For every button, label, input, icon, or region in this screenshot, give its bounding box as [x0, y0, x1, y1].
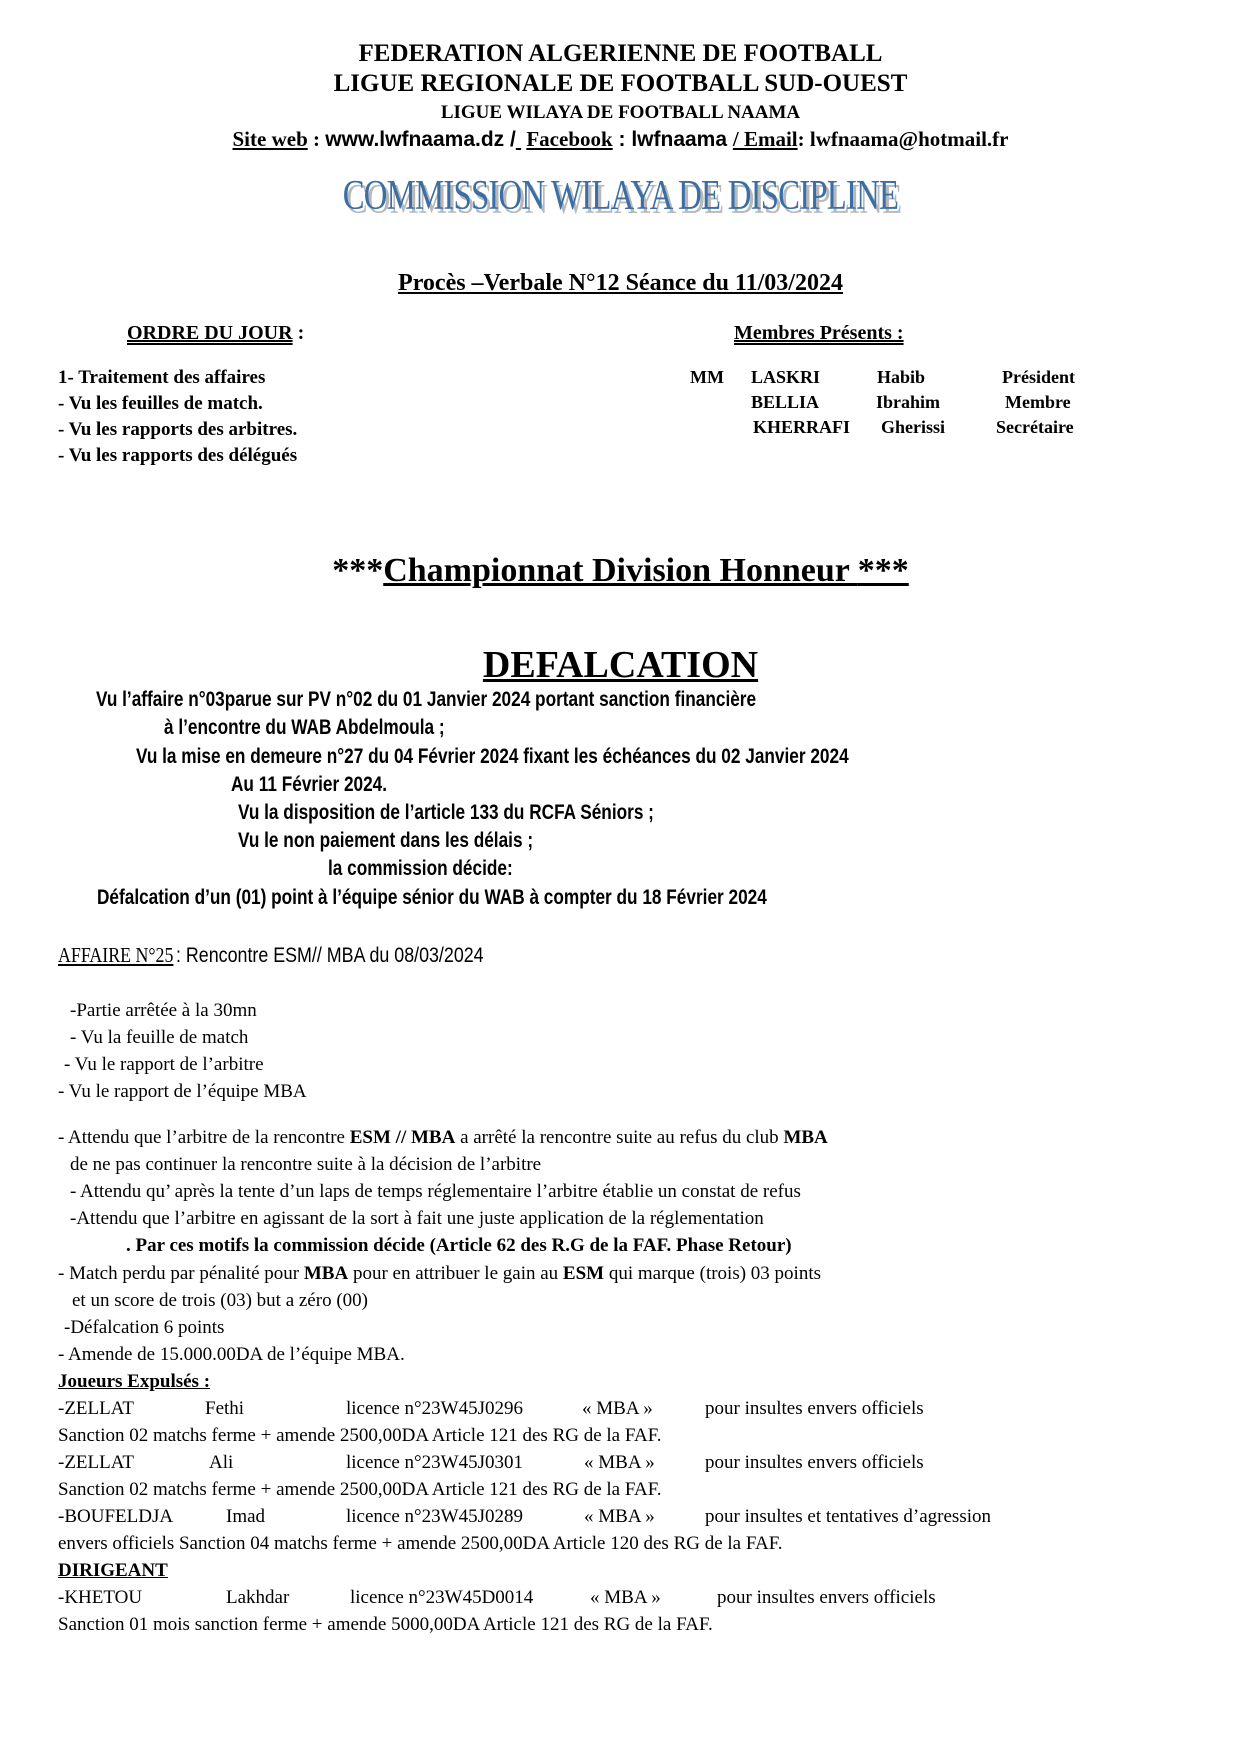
- defalcation-decision-text: Défalcation d’un (01) point à l’équipe sénior du WAB à compter du 18 Février 2024: [97, 886, 767, 909]
- agenda-title: [127, 322, 304, 345]
- affaire-heading: [58, 943, 538, 968]
- defalcation-line-text: Vu le non paiement dans les délais ;: [238, 829, 534, 852]
- consideration: - Vu la feuille de match: [70, 1027, 249, 1048]
- site-web-label: Site web: [232, 127, 308, 151]
- agenda-title-text: ORDRE DU JOUR: [127, 322, 293, 344]
- decision-title: . Par ces motifs la commission décide (Article 62 des R.G de la FAF. Phase Retour): [126, 1235, 792, 1256]
- member-role: Président: [1002, 367, 1075, 387]
- club-name: MBA: [783, 1127, 828, 1148]
- member-last-name: LASKRI: [751, 367, 821, 387]
- commission-title: COMMISSION WILAYA DE DISCIPLINE: [342, 173, 899, 219]
- player-sanction: Sanction 02 matchs ferme + amende 2500,00DA Article 121 des RG de la FAF.: [58, 1479, 662, 1500]
- consideration: - Vu le rapport de l’équipe MBA: [58, 1081, 307, 1102]
- member-first-name: Ibrahim: [876, 392, 941, 412]
- amende-line: - Amende de 15.000.00DA de l’équipe MBA.: [58, 1344, 405, 1365]
- agenda-item: - Vu les feuilles de match.: [58, 393, 263, 414]
- consideration: - Vu le rapport de l’arbitre: [64, 1054, 264, 1075]
- defalcation-line: [238, 829, 598, 853]
- dirigeant-licence: licence n°23W45D0014: [350, 1587, 534, 1608]
- attendu-line: [58, 1124, 828, 1151]
- club-name: MBA: [303, 1263, 349, 1284]
- player-first-name: Fethi: [205, 1398, 245, 1419]
- dirigeant-title-text: DIRIGEANT: [58, 1560, 168, 1581]
- player-licence: licence n°23W45J0301: [346, 1452, 523, 1473]
- affaire-label: AFFAIRE N°25: [58, 943, 174, 967]
- decision-text: qui marque (trois) 03 points: [604, 1263, 821, 1284]
- member-role: Secrétaire: [996, 417, 1074, 437]
- site-sep: :: [307, 127, 326, 151]
- championship-suffix: ***: [857, 552, 909, 589]
- email-label: / Email: [732, 127, 798, 151]
- player-last-name: -ZELLAT: [58, 1398, 134, 1419]
- defalcation-line: [164, 716, 506, 740]
- decision-line-cont: et un score de trois (03) but a zéro (00): [72, 1290, 368, 1311]
- defalcation-line-text: Vu la disposition de l’article 133 du RCFA Séniors ;: [238, 801, 654, 824]
- club-name: ESM: [562, 1263, 605, 1284]
- expelled-title: [58, 1368, 210, 1395]
- member-first-name: Gherissi: [881, 417, 946, 437]
- attendu-line: - Attendu qu’ après la tente d’un laps de temps réglementaire l’arbitre établie un constat de refus: [70, 1181, 801, 1202]
- championship-prefix: ***: [332, 552, 384, 589]
- league-regional-title: LIGUE REGIONALE DE FOOTBALL SUD-OUEST: [333, 70, 908, 97]
- defalcation-title: [0, 643, 1241, 687]
- agenda-title-suffix: :: [292, 322, 305, 344]
- decision-text: - Match perdu par pénalité pour: [58, 1263, 304, 1284]
- player-sanction: envers officiels Sanction 04 matchs ferme + amende 2500,00DA Article 120 des RG de la FAF.: [58, 1533, 783, 1554]
- consideration: -Partie arrêtée à la 30mn: [70, 1000, 257, 1021]
- player-licence: licence n°23W45J0296: [346, 1398, 523, 1419]
- agenda-item: - Vu les rapports des délégués: [58, 445, 298, 466]
- attendu-text: a arrêté la rencontre suite au refus du club: [455, 1127, 784, 1148]
- attendu-line: -Attendu que l’arbitre en agissant de la sort à fait une juste application de la réglementation: [70, 1208, 764, 1229]
- pv-title: [0, 270, 1241, 297]
- defalcation-line: [231, 773, 421, 797]
- decision-line: [58, 1260, 821, 1287]
- dirigeant-first-name: Lakhdar: [226, 1587, 290, 1608]
- members-title-text: Membres Présents :: [734, 322, 904, 344]
- defalcation-line-text: à l’encontre du WAB Abdelmoula ;: [164, 716, 445, 739]
- expelled-title-text: Joueurs Expulsés :: [58, 1371, 211, 1392]
- defalcation-line: [136, 745, 1005, 769]
- defalcation-line-text: la commission décide:: [328, 857, 513, 880]
- member-role: Membre: [1005, 392, 1071, 412]
- player-reason: pour insultes envers officiels: [705, 1398, 924, 1419]
- site-web-link[interactable]: www.lwfnaama.dz /: [325, 128, 516, 151]
- defalcation-line: [328, 857, 553, 881]
- attendu-text: - Attendu que l’arbitre de la rencontre: [58, 1127, 350, 1148]
- attendu-line-cont: de ne pas continuer la rencontre suite à la décision de l’arbitre: [70, 1154, 542, 1175]
- player-sanction: Sanction 02 matchs ferme + amende 2500,00DA Article 121 des RG de la FAF.: [58, 1425, 662, 1446]
- player-last-name: -ZELLAT: [58, 1452, 134, 1473]
- facebook-label: Facebook: [526, 127, 613, 151]
- member-last-name: KHERRAFI: [753, 417, 851, 437]
- agenda-list: [58, 365, 297, 469]
- member-first-name: Habib: [877, 367, 926, 387]
- agenda-item: - Vu les rapports des arbitres.: [58, 419, 298, 440]
- members-title: [734, 322, 904, 345]
- pv-title-text: Procès –Verbale N°12 Séance du 11/03/2024: [398, 270, 843, 296]
- dirigeant-last-name: -KHETOU: [58, 1587, 143, 1608]
- members-prefix: MM: [690, 367, 724, 387]
- defalcation-line-text: Vu la mise en demeure n°27 du 04 Février 2024 fixant les échéances du 02 Janvier 2024: [136, 745, 849, 768]
- player-last-name: -BOUFELDJA: [58, 1506, 174, 1527]
- championship-name: Championnat Division Honneur: [383, 552, 858, 589]
- dirigeant-reason: pour insultes envers officiels: [717, 1587, 936, 1608]
- dirigeant-title: [58, 1557, 168, 1584]
- player-club: « MBA »: [584, 1506, 655, 1527]
- defalcation-line: [238, 801, 745, 825]
- agenda-item: 1- Traitement des affaires: [58, 367, 266, 388]
- player-first-name: Ali: [209, 1452, 234, 1473]
- defalcation-title-text: DEFALCATION: [482, 644, 759, 686]
- facebook-handle[interactable]: : lwfnaama: [612, 128, 733, 151]
- contact-line: [0, 127, 1241, 152]
- player-first-name: Imad: [226, 1506, 266, 1527]
- email-link[interactable]: : lwfnaama@hotmail.fr: [797, 127, 1009, 151]
- defalcation-line-text: Vu l’affaire n°03parue sur PV n°02 du 01 Janvier 2024 portant sanction financière: [96, 688, 757, 711]
- defalcation-line-text: Au 11 Février 2024.: [231, 773, 388, 796]
- match-teams: ESM // MBA: [349, 1127, 456, 1148]
- dirigeant-sanction: Sanction 01 mois sanction ferme + amende 5000,00DA Article 121 des RG de la FAF.: [58, 1614, 713, 1635]
- defalcation-decision: [97, 886, 914, 910]
- dirigeant-club: « MBA »: [590, 1587, 661, 1608]
- member-last-name: BELLIA: [751, 392, 820, 412]
- player-reason: pour insultes envers officiels: [705, 1452, 924, 1473]
- decision-text: pour en attribuer le gain au: [348, 1263, 563, 1284]
- defalcation-points: -Défalcation 6 points: [64, 1317, 225, 1338]
- player-reason: pour insultes et tentatives d’agression: [705, 1506, 991, 1527]
- player-licence: licence n°23W45J0289: [346, 1506, 523, 1527]
- player-club: « MBA »: [584, 1452, 655, 1473]
- defalcation-line: [96, 688, 901, 712]
- federation-title: FEDERATION ALGERIENNE DE FOOTBALL: [358, 40, 883, 67]
- player-club: « MBA »: [582, 1398, 653, 1419]
- league-wilaya-title: LIGUE WILAYA DE FOOTBALL NAAMA: [440, 102, 801, 123]
- championship-title: [0, 552, 1241, 590]
- affaire-title: : Rencontre ESM// MBA du 08/03/2024: [175, 944, 484, 967]
